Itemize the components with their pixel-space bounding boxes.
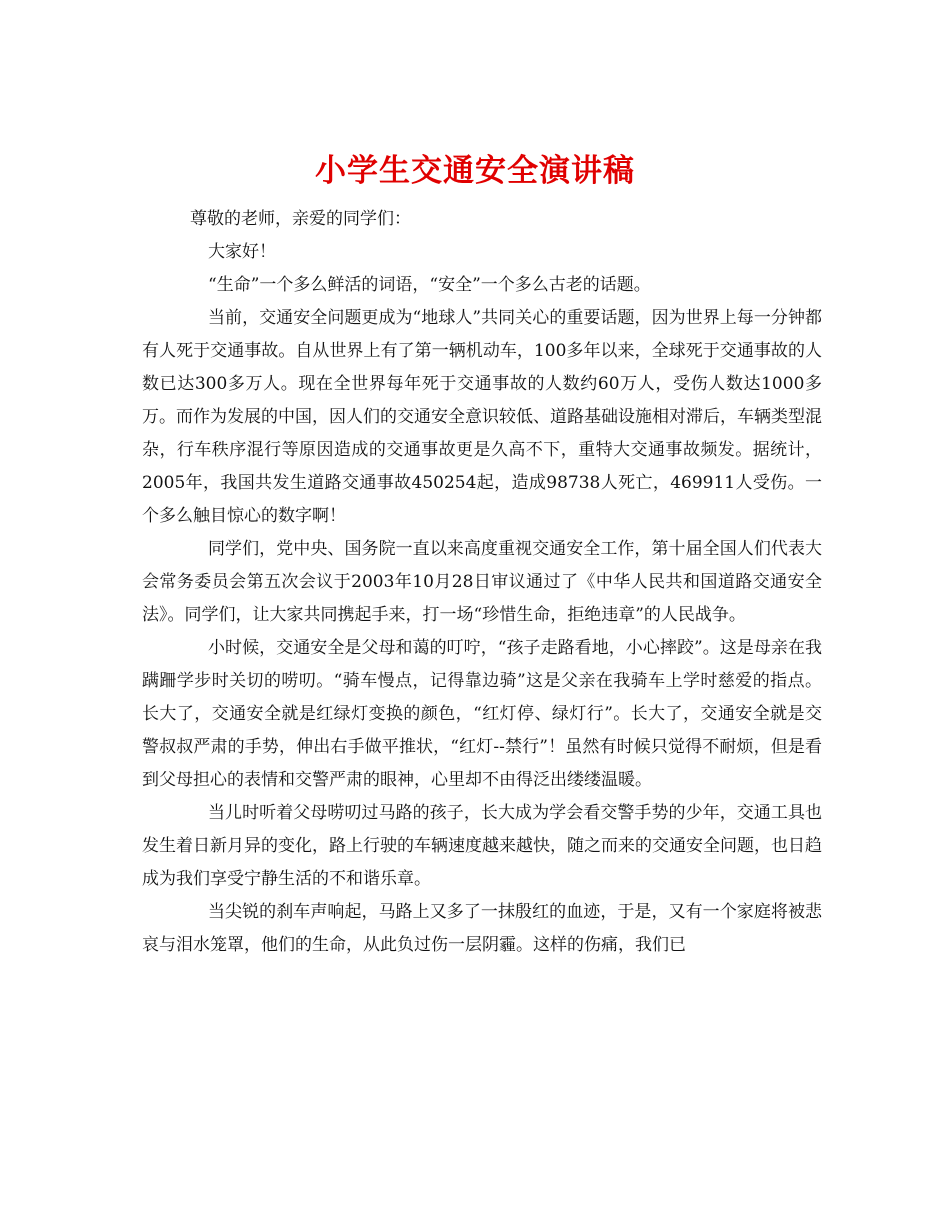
- paragraph-4: 小时候，交通安全是父母和蔼的叮咛，“孩子走路看地，小心摔跤”。这是母亲在我蹒跚学步时关切的唠叨。“骑车慢点，记得靠边骑”这是父亲在我骑车上学时慈爱的指点。长大了，交通安全就是红绿灯变换的颜色，“红灯停、绿灯行”。长大了，交通安全就是交警叔叔严肃的手势，伸出右手做平推状，“红灯--禁行”！虽然有时候只觉得不耐烦，但是看到父母担心的表情和交警严肃的眼神，心里却不由得泛出缕缕温暖。: [142, 638, 822, 790]
- paragraph-greeting: 大家好！: [208, 242, 276, 262]
- paragraph-2: 当前，交通安全问题更成为“地球人”共同关心的重要话题，因为世界上每一分钟都有人死于交通事故。自从世界上有了第一辆机动车，100多年以来，全球死于交通事故的人数已达300多万人。现在全世界每年死于交通事故的人数约60万人，受伤人数达1000多万。而作为发展的中国，因人们的交通安全意识较低、道路基础设施相对滞后，车辆类型混杂，行车秩序混行等原因造成的交通事故更是久高不下，重特大交通事故频发。据统计，2005年，我国共发生道路交通事故450254起，造成98738人死亡，469911人受伤。一个多么触目惊心的数字啊！: [142, 308, 822, 526]
- salutation: 尊敬的老师，亲爱的同学们：: [190, 209, 411, 229]
- paragraph-6: 当尖锐的刹车声响起，马路上又多了一抹殷红的血迹，于是，又有一个家庭将被悲哀与泪水笼罩，他们的生命，从此负过伤一层阴霾。这样的伤痛，我们已: [142, 902, 822, 955]
- paragraph-5: 当儿时听着父母唠叨过马路的孩子，长大成为学会看交警手势的少年，交通工具也发生着日新月异的变化，路上行驶的车辆速度越来越快，随之而来的交通安全问题，也日趋成为我们享受宁静生活的不和谐乐章。: [142, 803, 822, 889]
- document-body: [142, 203, 822, 962]
- paragraph-3: 同学们，党中央、国务院一直以来高度重视交通安全工作，第十届全国人们代表大会常务委员会第五次会议于2003年10月28日审议通过了《中华人民共和国道路交通安全法》。同学们，让大家共同携起手来，打一场“珍惜生命，拒绝违章”的人民战争。: [142, 539, 822, 625]
- paragraph-1: “生命”一个多么鲜活的词语，“安全”一个多么古老的话题。: [208, 275, 651, 295]
- page-title: 小学生交通安全演讲稿: [315, 152, 635, 189]
